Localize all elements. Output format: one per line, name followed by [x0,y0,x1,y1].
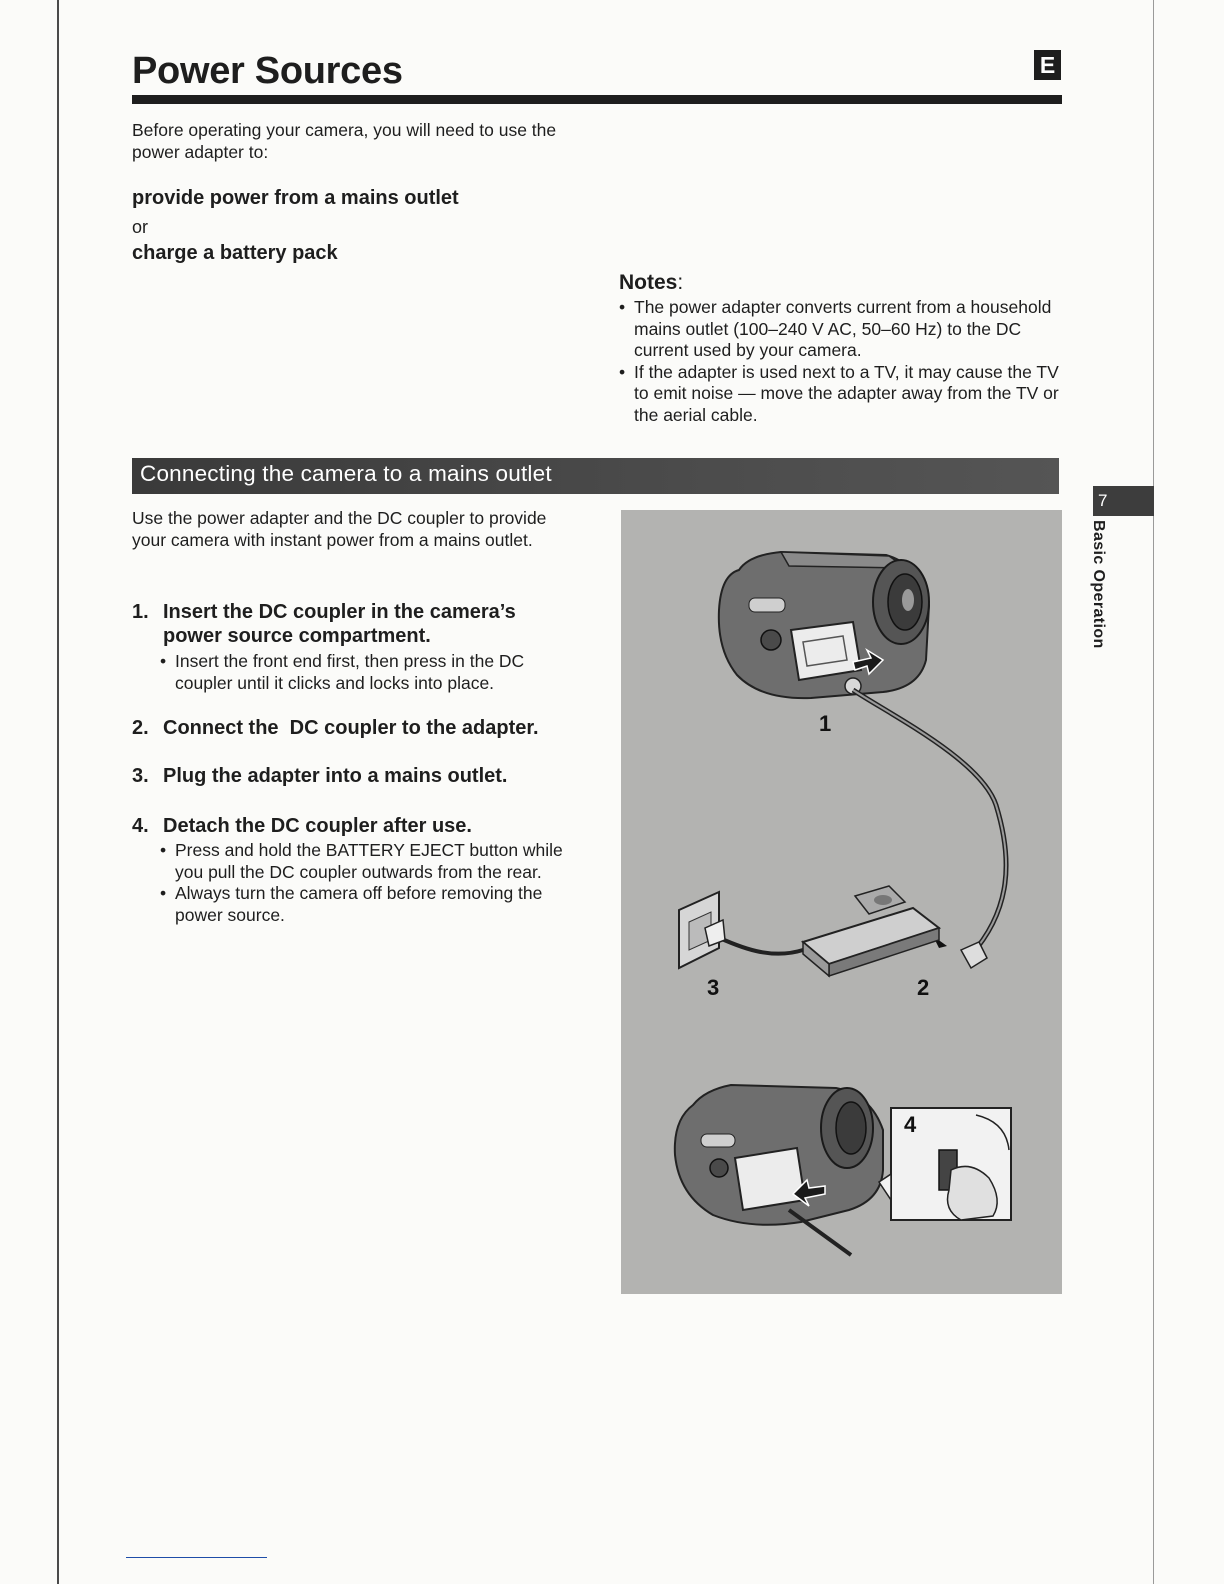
step-text: Connect the DC coupler to the adapter. [163,717,539,739]
step-bullet-text: Insert the front end first, then press in the DC coupler until it clicks and locks into place. [175,651,525,693]
page-edge-right [1153,0,1154,1584]
chapter-label-text: Basic Operation [1090,520,1107,649]
option-charge-battery: charge a battery pack [132,242,338,264]
figure-label-1: 1 [819,711,832,736]
footer-rule [126,1557,267,1558]
note-text: The power adapter converts current from a household mains outlet (100–240 V AC, 50–60 Hz) to the DC current used by your camera. [634,297,1052,360]
step-3 [132,764,592,788]
note-item [619,362,1059,427]
notes-title [619,271,683,295]
note-item [619,297,1059,362]
bullet-dot: • [160,651,167,671]
step-text: Insert the DC coupler in the camera’s power source compartment. [163,601,516,647]
page-edge-left [57,0,59,1584]
option-or: or [132,217,149,237]
step-2 [132,716,592,740]
camcorder-top [719,552,929,698]
step-number: 4. [132,815,149,837]
option-mains-outlet: provide power from a mains outlet [132,187,459,209]
step-number: 2. [132,717,149,739]
step-text: Plug the adapter into a mains outlet. [163,765,508,787]
step-number: 3. [132,765,149,787]
detail-inset [879,1108,1011,1220]
page-title: Power Sources [132,50,403,92]
notes-list [619,297,1059,426]
bullet-dot: • [160,840,167,860]
step-1 [132,600,572,648]
step-bullet [160,883,570,926]
section-heading-bar [132,458,1059,494]
section-heading: Connecting the camera to a mains outlet [140,461,552,486]
step-bullet [160,651,570,694]
illustration-svg [621,510,1062,1294]
figure-label-4: 4 [904,1112,917,1137]
step-text: Detach the DC coupler after use. [163,815,472,837]
bullet-dot: • [619,361,626,382]
bullet-dot: • [619,297,626,317]
step-bullet-text: Always turn the camera off before removing the power source. [175,883,543,925]
bullet-dot: • [160,883,167,903]
step-bullet-text: Press and hold the BATTERY EJECT button while you pull the DC coupler outwards from the rear. [175,840,563,882]
page-number: 7 [1098,491,1108,510]
step-4-bullets [160,840,570,926]
note-text: If the adapter is used next to a TV, it may cause the TV to emit noise — move the adapter away from the TV or the aerial cable. [634,361,1059,425]
step-1-bullets [160,651,570,694]
title-rule [132,95,1062,104]
step-number: 1. [132,601,149,623]
page-number-tab [1093,486,1154,516]
notes-title-text: Notes [619,271,678,294]
section-body-text: Use the power adapter and the DC coupler to provide your camera with instant power from a mains outlet. [132,508,547,550]
step-4 [132,814,592,838]
notes-title-colon: : [677,271,684,294]
connection-illustration [621,510,1062,1294]
step-bullet [160,840,570,883]
intro-text: Before operating your camera, you will need to use the power adapter to: [132,120,557,162]
language-badge: E [1034,50,1061,80]
figure-label-2: 2 [917,975,930,1000]
figure-label-3: 3 [707,975,720,1000]
chapter-side-label [1087,520,1109,680]
